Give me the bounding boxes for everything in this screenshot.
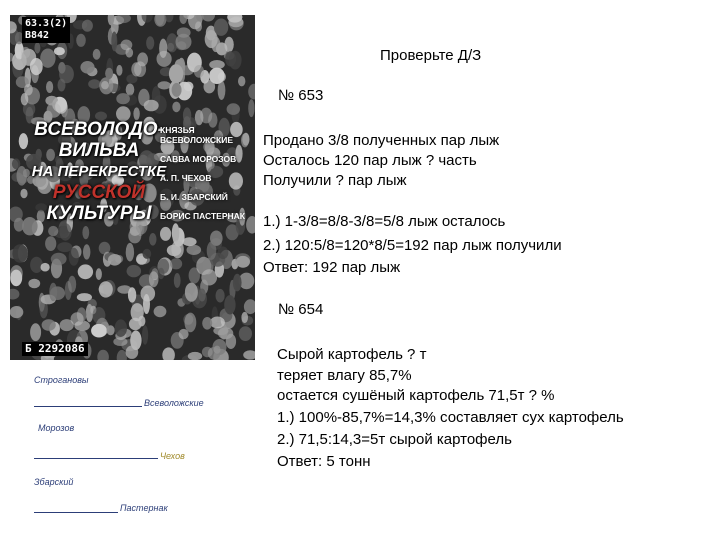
task-653-answer: Ответ: 192 пар лыж (263, 259, 401, 276)
task-654-solution: 1.) 100%-85,7%=14,3% составляет сух картофель (277, 409, 624, 426)
annotation-chekhov: Чехов (160, 451, 185, 461)
page-heading: Проверьте Д/З (380, 47, 482, 64)
task-654-number: № 654 (278, 301, 324, 318)
cover-title-line: РУССКОЙ (52, 182, 146, 203)
task-654-line: остается сушёный картофель 71,5т ? % (277, 387, 555, 404)
annotation-underline (34, 458, 158, 459)
task-654-answer: Ответ: 5 тонн (277, 453, 371, 470)
task-653-solution: 1.) 1-3/8=8/8-3/8=5/8 лыж осталось (263, 213, 506, 230)
library-code-line2: В842 (25, 30, 50, 41)
task-654-line: теряет влагу 85,7% (277, 367, 412, 384)
annotation-morozov: Морозов (38, 423, 75, 433)
library-code (22, 17, 70, 43)
annotation-underline (34, 512, 118, 513)
cover-author: Б. И. ЗБАРСКИЙ (160, 192, 228, 202)
annotation-pasternak: Пастернак (120, 503, 168, 513)
task-654-solution: 2.) 71,5:14,3=5т сырой картофель (277, 431, 512, 448)
task-653-line: Осталось 120 пар лыж ? часть (263, 152, 477, 169)
annotation-stroganovy: Строгановы (34, 375, 89, 385)
cover-title-line: ВСЕВОЛОДО- (34, 119, 164, 140)
cover-author: КНЯЗЬЯ ВСЕВОЛОЖСКИЕ (160, 125, 233, 145)
cover-title-line: ВИЛЬВА (58, 140, 140, 161)
task-654-line: Сырой картофель ? т (277, 346, 427, 363)
task-653-solution: 2.) 120:5/8=120*8/5=192 пар лыж получили (263, 237, 562, 254)
library-code-line1: 63.3(2) (25, 18, 68, 29)
cover-authors (160, 125, 252, 230)
task-653-line: Продано 3/8 полученных пар лыж (263, 132, 500, 149)
annotation-vsevolozhskie: Всеволожские (144, 398, 204, 408)
cover-author: А. П. ЧЕХОВ (160, 173, 212, 183)
task-653-number: № 653 (278, 87, 324, 104)
book-cover (10, 15, 255, 360)
cover-title-line: КУЛЬТУРЫ (46, 203, 152, 224)
cover-author: САВВА МОРОЗОВ (160, 154, 237, 164)
task-653-line: Получили ? пар лыж (263, 172, 407, 189)
annotation-zbarsky: Збарский (34, 477, 74, 487)
annotation-underline (34, 406, 142, 407)
cover-title-line: НА ПЕРЕКРЕСТКЕ (31, 163, 167, 180)
cover-author: БОРИС ПАСТЕРНАК (160, 211, 245, 221)
cover-title (24, 119, 174, 224)
barcode-label: Б 2292086 (22, 342, 88, 356)
